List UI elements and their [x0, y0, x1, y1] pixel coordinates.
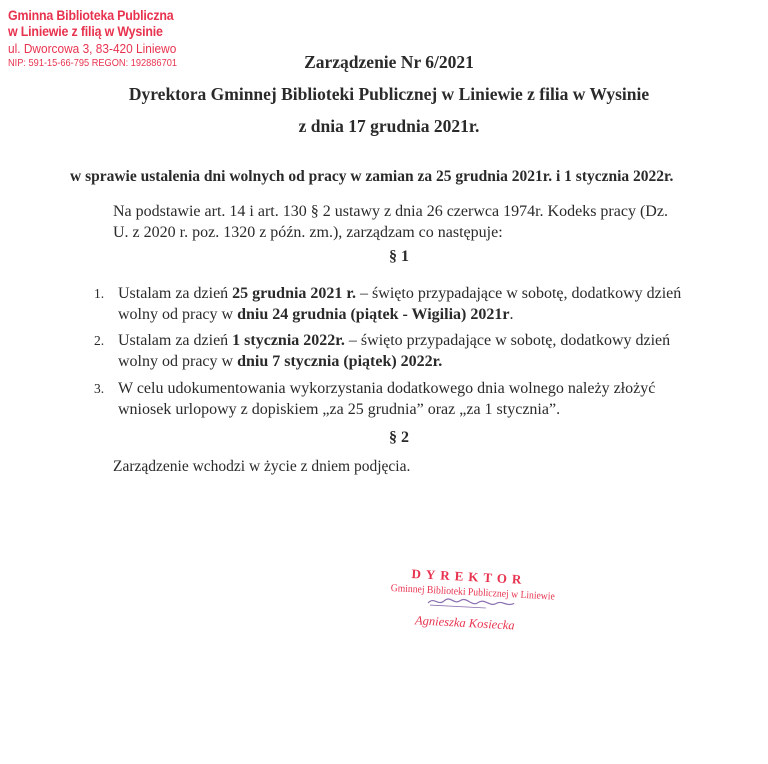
- list-item: [94, 283, 694, 325]
- document-subject: w sprawie ustalenia dni wolnych od pracy w zamian za 25 grudnia 2021r. i 1 stycznia 2022r.: [70, 168, 674, 185]
- list-item-text: W celu udokumentowania wykorzystania dodatkowego dnia wolnego należy złożyć wniosek urlopowy z dopiskiem „za 25 grudnia” oraz „za 1 stycznia”.: [118, 380, 656, 418]
- letterhead-branch: w Liniewie z filią w Wysinie: [8, 24, 163, 40]
- list-item-text: Ustalam za dzień 25 grudnia 2021 r. – święto przypadające w sobotę, dodatkowy dzień wolny od pracy w dniu 24 grudnia (piątek - Wigilia) 2021r.: [118, 285, 682, 323]
- letterhead-ids: NIP: 591-15-66-795 REGON: 192886701: [8, 57, 178, 70]
- section-1-heading: § 1: [389, 248, 409, 265]
- list-item-number: 3.: [94, 381, 105, 396]
- section-2-heading: § 2: [389, 429, 409, 446]
- list-item-text: Ustalam za dzień 1 stycznia 2022r. – święto przypadające w sobotę, dodatkowy dzień wolny od pracy w dniu 7 stycznia (piątek) 2022r.: [118, 332, 671, 370]
- legal-basis: Na podstawie art. 14 i art. 130 § 2 ustawy z dnia 26 czerwca 1974r. Kodeks pracy (Dz. U. z 2020 r. poz. 1320 z późn. zm.), zarządzam co następuje:: [113, 203, 668, 241]
- signature-title: DYREKTOR: [411, 566, 527, 588]
- document-title: Zarządzenie Nr 6/2021: [304, 52, 474, 72]
- letterhead-name: Gminna Biblioteka Publiczna: [8, 8, 174, 23]
- list-item: [94, 378, 694, 420]
- signature-name: Agnieszka Kosiecka: [414, 613, 516, 633]
- section-2-text: Zarządzenie wchodzi w życie z dniem podjęcia.: [113, 458, 411, 475]
- list-item-number: 1.: [94, 286, 105, 301]
- list-item-number: 2.: [94, 333, 105, 348]
- letterhead-address: ul. Dworcowa 3, 83-420 Liniewo: [8, 42, 177, 57]
- signature-institution: Gminnej Biblioteki Publicznej w Liniewie: [390, 582, 556, 603]
- signature-stamp: [389, 565, 570, 636]
- document-issuer: Dyrektora Gminnej Biblioteki Publicznej w Liniewie z filia w Wysinie: [128, 84, 650, 104]
- document-date: z dnia 17 grudnia 2021r.: [298, 116, 480, 136]
- list-item: [94, 330, 694, 372]
